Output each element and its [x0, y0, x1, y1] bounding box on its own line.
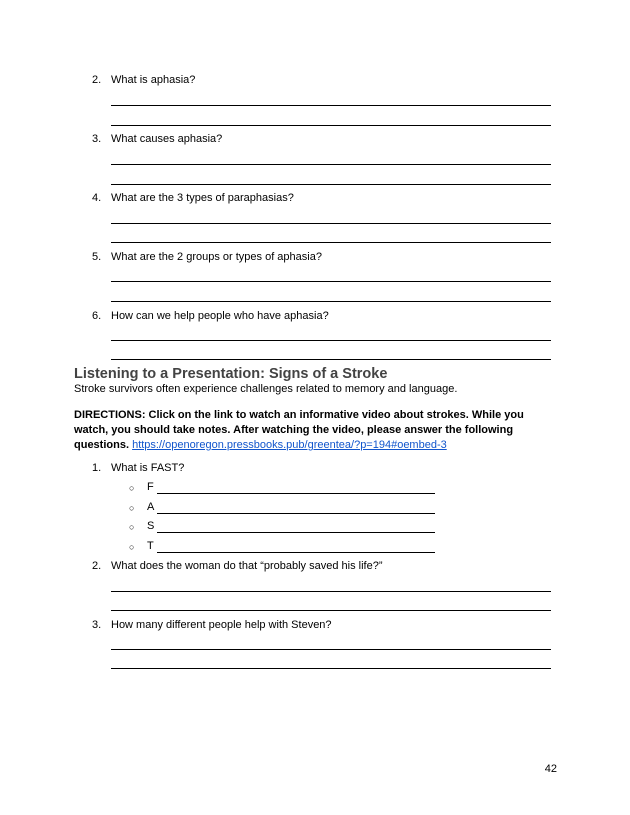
fast-letter: A [147, 501, 155, 513]
question-number: 4. [92, 192, 102, 204]
answer-line[interactable] [111, 125, 551, 126]
answer-line[interactable] [111, 610, 551, 611]
question-number: 3. [92, 133, 102, 145]
fast-letter: F [147, 481, 154, 493]
answer-line[interactable] [111, 301, 551, 302]
answer-line[interactable] [157, 493, 435, 494]
question-text: How many different people help with Steven? [111, 619, 332, 631]
bullet-icon: ○ [129, 503, 135, 513]
answer-line[interactable] [111, 649, 551, 650]
directions-text: DIRECTIONS: Click on the link to watch an informative video about strokes. While you watch, you should take notes. After watching the video, please answer the following questions. [74, 409, 524, 451]
answer-line[interactable] [111, 359, 551, 360]
answer-line[interactable] [111, 164, 551, 165]
fast-letter: T [147, 540, 154, 552]
question-text: What are the 2 groups or types of aphasia? [111, 251, 322, 263]
question-text: What does the woman do that “probably saved his life?” [111, 560, 383, 572]
question-number: 3. [92, 619, 102, 631]
bullet-icon: ○ [129, 483, 135, 493]
question-text: What causes aphasia? [111, 133, 223, 145]
question-number: 2. [92, 560, 102, 572]
answer-line[interactable] [157, 552, 435, 553]
question-number: 2. [92, 74, 102, 86]
answer-line[interactable] [111, 184, 551, 185]
question-text: What is aphasia? [111, 74, 196, 86]
answer-line[interactable] [157, 532, 435, 533]
section-heading: Listening to a Presentation: Signs of a Stroke [74, 366, 388, 382]
question-number: 5. [92, 251, 102, 263]
answer-line[interactable] [111, 340, 551, 341]
answer-line[interactable] [111, 668, 551, 669]
answer-line[interactable] [111, 281, 551, 282]
section-intro: Stroke survivors often experience challenges related to memory and language. [74, 383, 458, 395]
answer-line[interactable] [157, 513, 435, 514]
question-text: What are the 3 types of paraphasias? [111, 192, 294, 204]
page-number: 42 [544, 763, 557, 775]
question-text: How can we help people who have aphasia? [111, 310, 329, 322]
bullet-icon: ○ [129, 522, 135, 532]
answer-line[interactable] [111, 591, 551, 592]
answer-line[interactable] [111, 242, 551, 243]
question-number: 1. [92, 462, 102, 474]
fast-letter: S [147, 520, 155, 532]
answer-line[interactable] [111, 223, 551, 224]
answer-line[interactable] [111, 105, 551, 106]
video-link[interactable]: https://openoregon.pressbooks.pub/greentea/?p=194#oembed-3 [132, 439, 447, 451]
question-text: What is FAST? [111, 462, 185, 474]
question-number: 6. [92, 310, 102, 322]
directions [74, 408, 554, 453]
bullet-icon: ○ [129, 542, 135, 552]
